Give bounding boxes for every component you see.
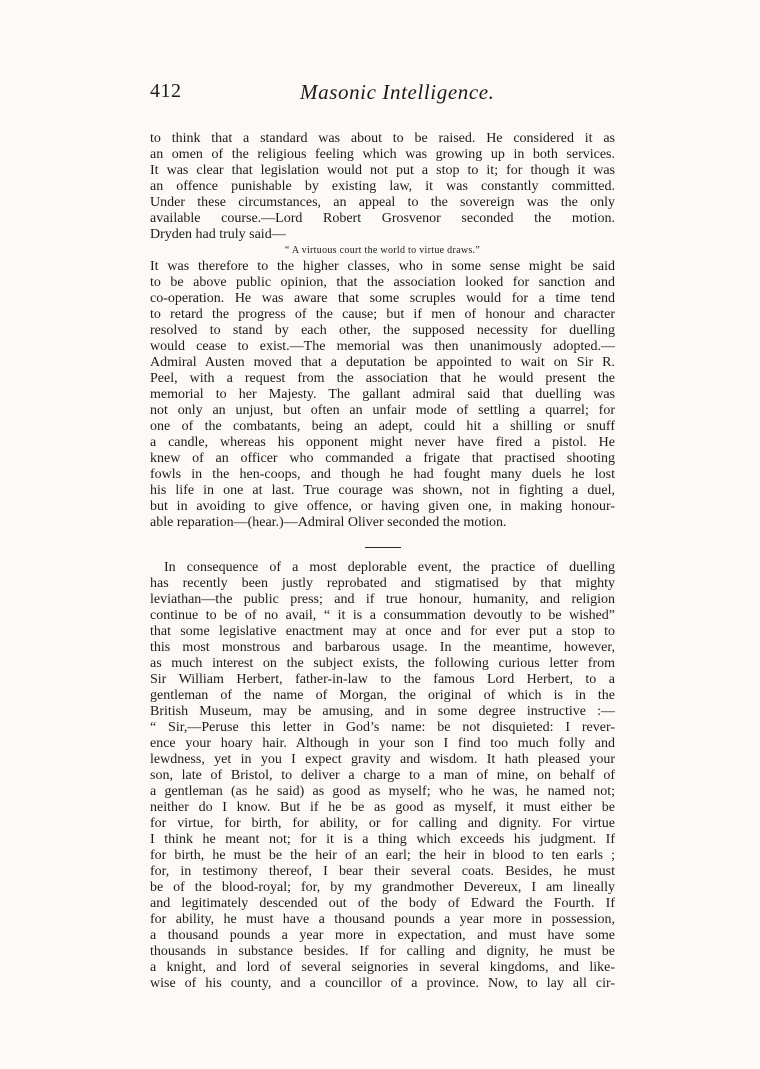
text-line: memorial to her Majesty. The gallant admiral said that duelling was bbox=[150, 387, 615, 402]
text-line: for ability, he must have a thousand pounds a year more in possession, bbox=[150, 912, 615, 927]
text-line: In consequence of a most deplorable event, the practice of duelling bbox=[164, 560, 615, 575]
paragraph-dryden bbox=[150, 131, 615, 243]
text-line: continue to be of no avail, “ it is a consummation devoutly to be wished” bbox=[150, 608, 615, 623]
text-line: one of the combatants, being an adept, could hit a shilling or snuff bbox=[150, 419, 615, 434]
text-line: to retard the progress of the cause; but if men of honour and character bbox=[150, 307, 615, 322]
text-line: for virtue, for birth, for ability, or for calling and dignity. For virtue bbox=[150, 816, 615, 831]
text-line: for, in testimony thereof, I bear their several coats. Besides, he must bbox=[150, 864, 615, 879]
text-line: knew of an officer who commanded a frigate that practised shooting bbox=[150, 451, 615, 466]
running-title: Masonic Intelligence. bbox=[300, 80, 495, 104]
text-line: a thousand pounds a year more in expectation, and must have some bbox=[150, 928, 615, 943]
text-line: has recently been justly reprobated and stigmatised by that mighty bbox=[150, 576, 615, 591]
text-line: neither do I know. But if he be as good as myself, it must either be bbox=[150, 800, 615, 815]
text-line: thousands in substance besides. If for calling and dignity, he must be bbox=[150, 944, 615, 959]
text-line: that some legislative enactment may at once and for ever put a stop to bbox=[150, 624, 615, 639]
paragraph-herbert-letter bbox=[150, 560, 615, 992]
text-line: British Museum, may be amusing, and in some degree instructive :— bbox=[150, 704, 615, 719]
text-line: for birth, he must be the heir of an earl; the heir in blood to ten earls ; bbox=[150, 848, 615, 863]
page-header bbox=[150, 80, 615, 110]
text-line: available course.—Lord Robert Grosvenor seconded the motion. bbox=[150, 211, 615, 226]
text-line: “ Sir,—Peruse this letter in God’s name: be not disquieted: I rever- bbox=[150, 720, 615, 735]
text-line: lewdness, yet in you I expect gravity and wisdom. It hath pleased your bbox=[150, 752, 615, 767]
text-line: resolved to stand by each other, the supposed necessity for duelling bbox=[150, 323, 615, 338]
text-line: gentleman of the name of Morgan, the original of which is in the bbox=[150, 688, 615, 703]
text-line: be of the blood-royal; for, by my grandmother Devereux, I am lineally bbox=[150, 880, 615, 895]
text-line: to be above public opinion, that the association looked for sanction and bbox=[150, 275, 615, 290]
text-line: I think he meant not; for it is a thing which exceeds his judgment. If bbox=[150, 832, 615, 847]
text-line: a gentleman (as he said) as good as myself; who he was, he named not; bbox=[150, 784, 615, 799]
verse-quote: “ A virtuous court the world to virtue draws.” bbox=[284, 245, 481, 256]
text-line: Admiral Austen moved that a deputation be appointed to wait on Sir R. bbox=[150, 355, 615, 370]
text-line: not only an unjust, but often an unfair mode of settling a quarrel; for bbox=[150, 403, 615, 418]
text-line: a knight, and lord of several seignories in several kingdoms, and like- bbox=[150, 960, 615, 975]
text-line: to think that a standard was about to be raised. He considered it as bbox=[150, 131, 615, 146]
text-line: and legitimately descended out of the body of Edward the Fourth. If bbox=[150, 896, 615, 911]
paragraph-admiral-austen bbox=[150, 259, 615, 531]
page-number: 412 bbox=[150, 80, 182, 102]
text-line: leviathan—the public press; and if true honour, humanity, and religion bbox=[150, 592, 615, 607]
text-line: ence your hoary hair. Although in your son I find too much folly and bbox=[150, 736, 615, 751]
section-divider bbox=[365, 547, 401, 548]
text-line: Under these circumstances, an appeal to the sovereign was the only bbox=[150, 195, 615, 210]
text-line: a candle, whereas his opponent might never have fired a pistol. He bbox=[150, 435, 615, 450]
text-line: wise of his county, and a councillor of a province. Now, to lay all cir- bbox=[150, 976, 615, 991]
text-line: but in avoiding to give offence, or having given one, in making honour- bbox=[150, 499, 615, 514]
text-line: as much interest on the subject exists, the following curious letter from bbox=[150, 656, 615, 671]
text-line: Dryden had truly said— bbox=[150, 227, 286, 242]
text-line: would cease to exist.—The memorial was then unanimously adopted.— bbox=[150, 339, 615, 354]
text-line: his life in one at last. True courage was shown, not in fighting a duel, bbox=[150, 483, 615, 498]
text-line: It was clear that legislation would not put a stop to it; for though it was bbox=[150, 163, 615, 178]
text-line: co-operation. He was aware that some scruples would for a time tend bbox=[150, 291, 615, 306]
text-line: an offence punishable by existing law, it was constantly committed. bbox=[150, 179, 615, 194]
text-line: able reparation—(hear.)—Admiral Oliver seconded the motion. bbox=[150, 515, 507, 530]
page-body bbox=[150, 131, 615, 992]
text-line: Peel, with a request from the association that he would present the bbox=[150, 371, 615, 386]
text-line: It was therefore to the higher classes, who in some sense might be said bbox=[150, 259, 615, 274]
text-line: Sir William Herbert, father-in-law to the famous Lord Herbert, to a bbox=[150, 672, 615, 687]
text-line: an omen of the religious feeling which was growing up in both services. bbox=[150, 147, 615, 162]
text-line: this most monstrous and barbarous usage. In the meantime, however, bbox=[150, 640, 615, 655]
text-line: fowls in the hen-coops, and though he had fought many duels he lost bbox=[150, 467, 615, 482]
text-line: son, late of Bristol, to deliver a charge to a man of mine, on behalf of bbox=[150, 768, 615, 783]
